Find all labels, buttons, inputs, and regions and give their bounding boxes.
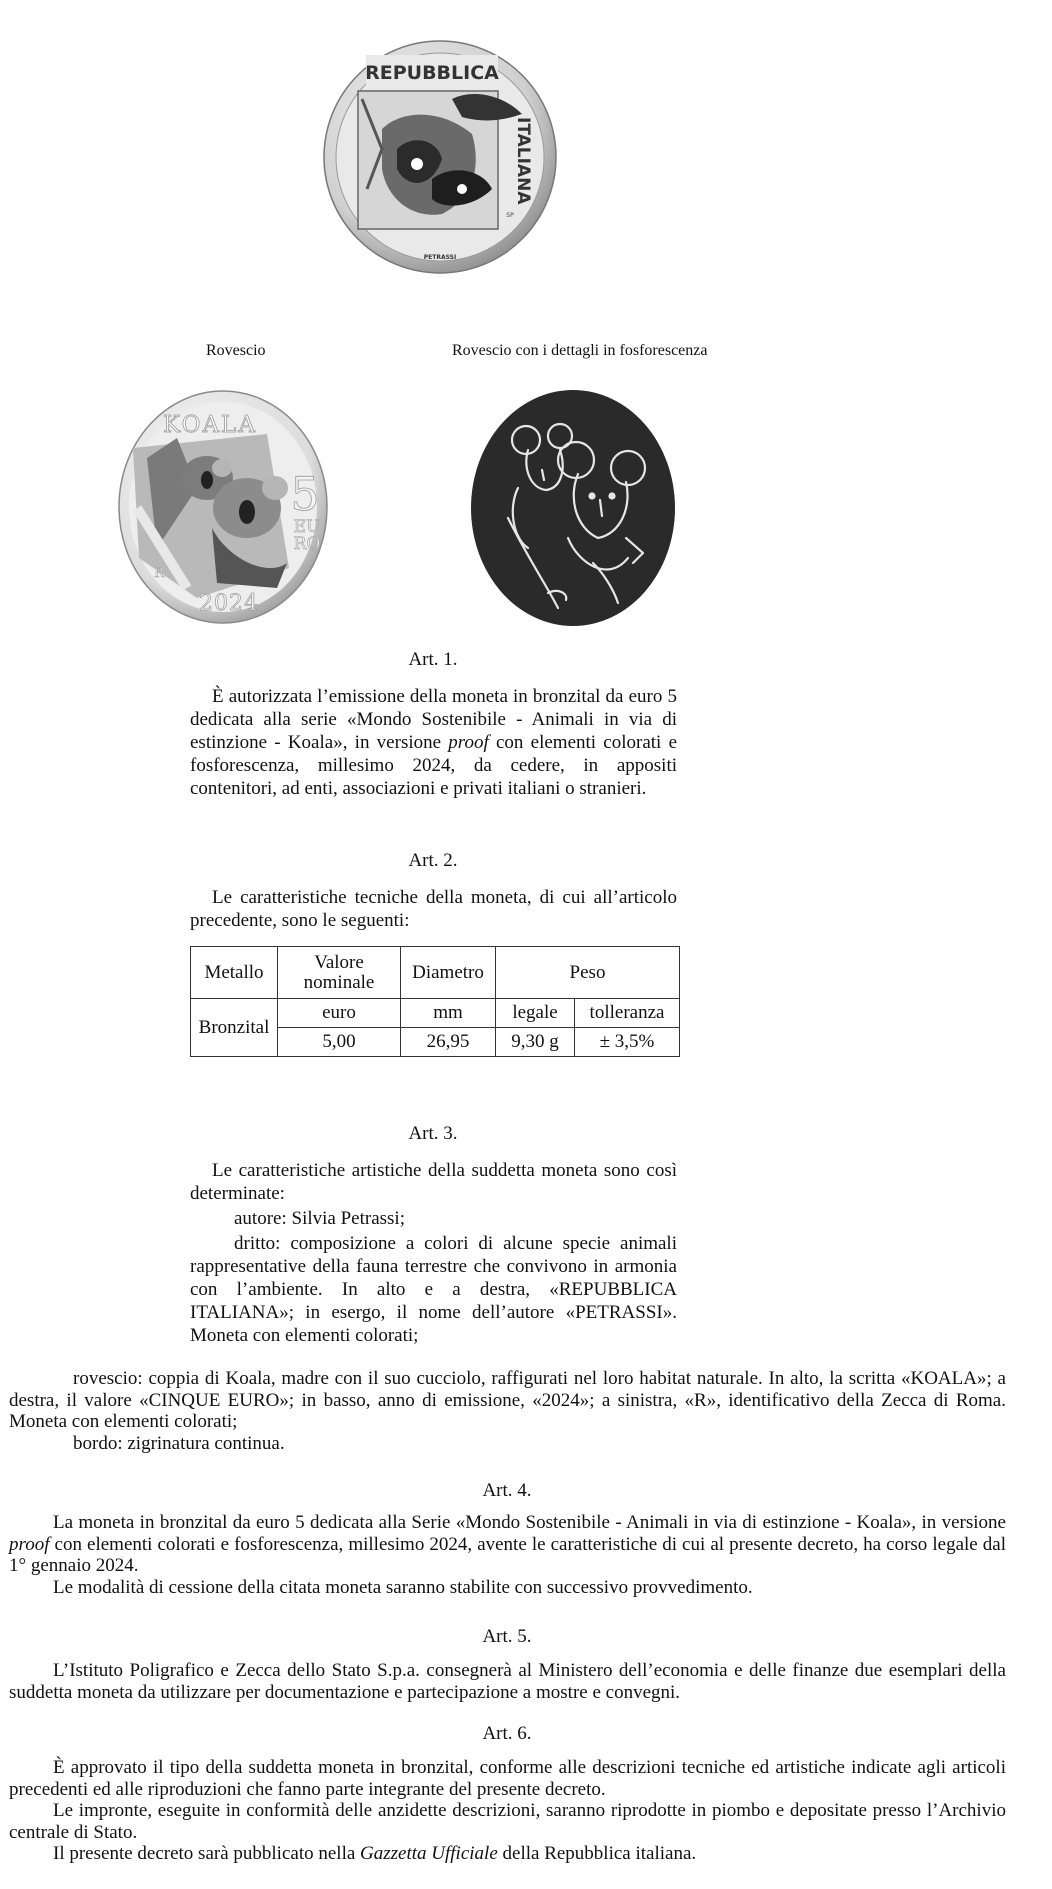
header-valore-1: Valore [314,951,364,973]
art2-title: Art. 2. [408,850,458,871]
obverse-author-signature: PETRASSI [423,254,457,261]
obverse-initials: SP [506,212,514,219]
art3-autore: autore: Silvia Petrassi; [234,1208,405,1229]
unit-tolleranza: tolleranza [575,999,680,1028]
reverse-currency-1: EU [293,517,321,537]
art1-p1-italic: proof [448,732,489,753]
cell-metal: Bronzital [191,999,278,1057]
header-diametro: Diametro [401,947,496,999]
art1-title: Art. 1. [408,649,458,670]
art4-p1-text-a: La moneta in bronzital da euro 5 dedicata alla Serie «Mondo Sostenibile - Animali in via di estinzione - Koala», in versione [53,1512,1006,1533]
reverse-title: KOALA [163,412,257,438]
unit-valore: euro [278,999,401,1028]
art3-title: Art. 3. [408,1123,458,1144]
art3-intro: Le caratteristiche artistiche della suddetta moneta sono così determinate: [190,1160,677,1204]
art1-body [190,685,677,800]
caption-fosforescenza: Rovescio con i dettagli in fosforescenza [452,342,708,359]
reverse-currency-2: RO [293,534,321,554]
art3-column [190,1159,677,1349]
art5-body [9,1660,1006,1703]
header-peso: Peso [496,947,680,999]
art1-p1-text-b: con elementi colorati e fosforescenza, millesimo 2024, da cedere, in appositi contenitori, ad enti, associazioni e privati italiani o stranieri. [190,732,678,799]
reverse-mint-mark: R [154,566,164,581]
art6-p3-text-b: della Repubblica italiana. [497,1843,697,1864]
value-diametro: 26,95 [401,1028,496,1057]
caption-rovescio: Rovescio [206,342,266,359]
art3-bordo: bordo: zigrinatura continua. [73,1432,285,1454]
art2-intro-block [190,886,677,932]
art4-body [9,1512,1006,1598]
value-valore: 5,00 [278,1028,401,1057]
art6-p3-italic: Gazzetta Ufficiale [360,1843,498,1864]
art4-p1-italic: proof [9,1533,50,1555]
art2-intro: Le caratteristiche tecniche della moneta, di cui all’articolo precedente, sono le seguenti: [190,887,677,931]
value-tolleranza: ± 3,5% [575,1028,680,1057]
art4-paragraph-2: Le modalità di cessione della citata moneta saranno stabilite con successivo provvedimento. [53,1576,753,1598]
specs-table [190,946,680,1057]
art6-title: Art. 6. [482,1723,532,1744]
art6-paragraph-1: È approvato il tipo della suddetta moneta in bronzital, conforme alle descrizioni tecniche ed artistiche indicate agli articoli precedenti ed alle riproduzioni che fanno parte integrante del presente decreto. [9,1757,1006,1800]
art4-title: Art. 4. [482,1480,532,1501]
value-legale: 9,30 g [496,1028,575,1057]
header-metallo: Metallo [191,947,278,999]
art4-paragraph-1 [9,1512,1006,1577]
reverse-value: 5 [290,467,320,521]
art3-dritto: dritto: composizione a colori di alcune specie animali rappresentative della fauna terrestre che convivono in armonia con l’ambiente. In alto e a destra, «REPUBBLICA ITALIANA»; in esergo, il nome dell’autore «PETRASSI». Moneta con elementi colorati; [190,1233,677,1346]
art3-full-width [9,1368,1006,1454]
art6-paragraph-2: Le impronte, eseguite in conformità delle anzidette descrizioni, saranno riprodotte in piombo e depositate presso l’Archivio centrale di Stato. [9,1800,1006,1843]
art3-rovescio: rovescio: coppia di Koala, madre con il suo cucciolo, raffigurati nel loro habitat naturale. In alto, la scritta «KOALA»; a destra, il valore «CINQUE EURO»; in basso, anno di emissione, «2024»; a sinistra, «R», identificativo della Zecca di Roma. Moneta con elementi colorati; [9,1368,1006,1432]
art1-paragraph [190,685,677,800]
art6-p3-text-a: Il presente decreto sarà pubblicato nella [53,1843,361,1864]
coin-phosphorescent-image [468,388,678,628]
obverse-legend-right: ITALIANA [513,117,533,205]
art6-body [9,1757,1006,1865]
coin-reverse-image [117,388,329,626]
coin-obverse-image [322,39,558,275]
header-valore-nominale [278,947,401,999]
art1-p1-text-a: È autorizzata l’emissione della moneta in bronzital da euro 5 dedicata alla serie «Mondo Sostenibile - Animali in via di estinzione - Koala», in versione [190,686,677,753]
art5-title: Art. 5. [482,1626,532,1647]
art5-paragraph-1: L’Istituto Poligrafico e Zecca dello Stato S.p.a. consegnerà al Ministero dell’economia e delle finanze due esemplari della suddetta moneta da utilizzare per documentazione e partecipazione a mostre e convegni. [9,1660,1006,1703]
unit-legale: legale [496,999,575,1028]
unit-diametro: mm [401,999,496,1028]
obverse-legend-top: REPUBBLICA [365,62,499,84]
art4-p1-text-b: con elementi colorati e fosforescenza, millesimo 2024, avente le caratteristiche di cui al presente decreto, ha corso legale dal 1° gennaio 2024. [9,1533,1006,1576]
art6-paragraph-3 [9,1843,1006,1865]
header-valore-2: nominale [303,971,375,993]
reverse-year: 2024 [199,591,259,616]
